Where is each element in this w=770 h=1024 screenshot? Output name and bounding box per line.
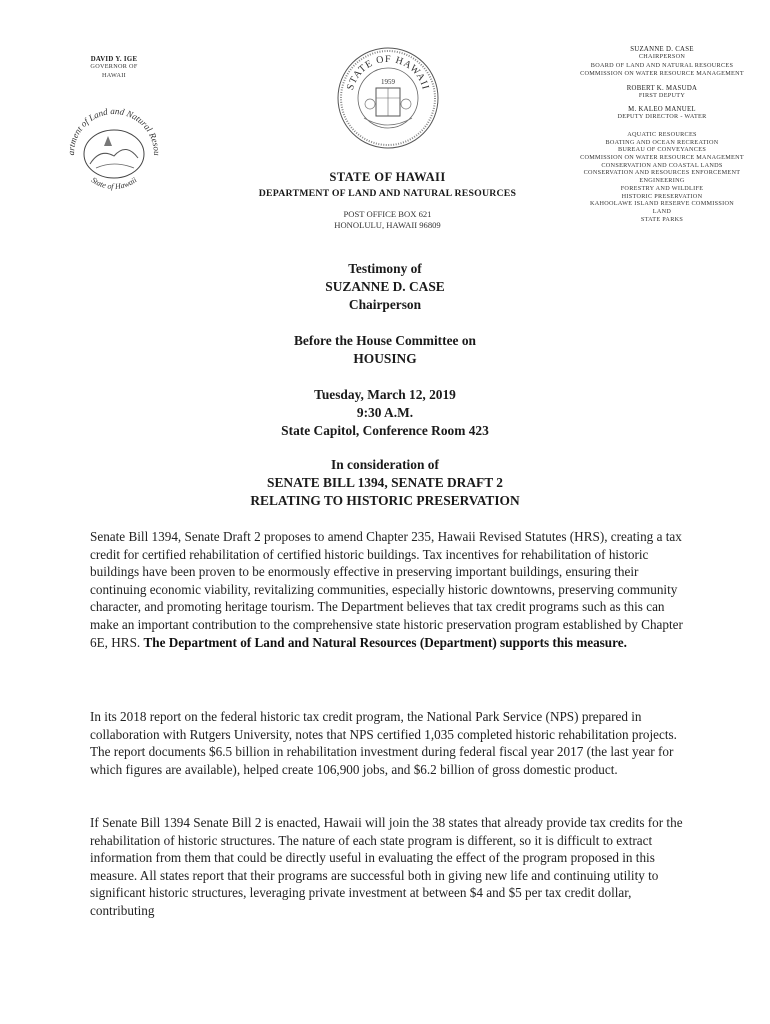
chair-title-3: COMMISSION ON WATER RESOURCE MANAGEMENT bbox=[580, 70, 744, 78]
division-item: FORESTRY AND WILDLIFE bbox=[620, 184, 704, 192]
state-seal bbox=[336, 46, 440, 150]
testimony-line-3: Chairperson bbox=[348, 297, 422, 312]
deputy-title: FIRST DEPUTY bbox=[638, 91, 686, 99]
body-paragraph-1 bbox=[90, 528, 686, 651]
mailing-address bbox=[200, 209, 575, 231]
bill-line-3: RELATING TO HISTORIC PRESERVATION bbox=[250, 493, 520, 508]
testimony-line-1: Testimony of bbox=[348, 261, 422, 276]
department-name: DEPARTMENT OF LAND AND NATURAL RESOURCES bbox=[258, 188, 517, 199]
governor-title-2: HAWAII bbox=[102, 71, 126, 79]
water-deputy-title: DEPUTY DIRECTOR - WATER bbox=[617, 113, 707, 121]
hearing-heading bbox=[160, 386, 610, 440]
testimony-heading bbox=[160, 260, 610, 314]
svg-text:Department of Land and Natural bbox=[60, 98, 162, 156]
division-item: ENGINEERING bbox=[639, 177, 685, 185]
division-item: COMMISSION ON WATER RESOURCE MANAGEMENT bbox=[580, 154, 744, 162]
paragraph-3-text: If Senate Bill 1394 Senate Bill 2 is enacted, Hawaii will join the 38 states that already provide tax credits for the rehabilitation of historic structures. The nature of each state program is different, so it is difficult to extract information from them that could be directly useful in evaluating the effect of the program proposed in this measure. All states report that their programs are successful both in giving new life and continuing utility to significant historic structures, leveraging private investment at between $4 and $5 per tax credit dollar, contributing bbox=[90, 815, 683, 918]
divisions-list bbox=[560, 131, 764, 223]
hearing-location: State Capitol, Conference Room 423 bbox=[281, 423, 489, 438]
bill-line-1: In consideration of bbox=[331, 457, 439, 472]
testimony-line-2: SUZANNE D. CASE bbox=[325, 279, 445, 294]
address-line-1: POST OFFICE BOX 621 bbox=[343, 209, 432, 219]
chair-name: SUZANNE D. CASE bbox=[630, 46, 694, 53]
paragraph-1-text: Senate Bill 1394, Senate Draft 2 proposes to amend Chapter 235, Hawaii Revised Statutes (HRS), creating a tax credit for certified rehabilitation of certified historic buildings. Tax incentives for rehabilitation of historic buildings have been proven to be enormously effective in preserving important buildings, ensuring their continuing economic viability, revitalizing communities, especially historic downtowns, preserving community character, and promoting heritage tourism. The Department believes that tax credit programs such as this can make an important contribution to the comprehensive state historic preservation program established by Chapter 6E, HRS. bbox=[90, 529, 683, 650]
governor-block bbox=[68, 56, 160, 80]
address-line-2: HONOLULU, HAWAII 96809 bbox=[334, 220, 441, 230]
chair-title-2: BOARD OF LAND AND NATURAL RESOURCES bbox=[590, 61, 734, 69]
hearing-date: Tuesday, March 12, 2019 bbox=[314, 387, 456, 402]
division-item: AQUATIC RESOURCES bbox=[627, 130, 697, 138]
deputy-name: ROBERT K. MASUDA bbox=[626, 84, 698, 92]
dlnr-seal bbox=[60, 98, 168, 206]
body-paragraph-2 bbox=[90, 708, 686, 778]
committee-line-2: HOUSING bbox=[353, 351, 417, 366]
officials-block bbox=[560, 46, 764, 229]
division-item: KAHOOLAWE ISLAND RESERVE COMMISSION bbox=[589, 200, 735, 208]
dlnr-seal-bottom-text: State of Hawaii bbox=[89, 175, 139, 192]
paragraph-1-support-statement: The Department of Land and Natural Resources (Department) supports this measure. bbox=[143, 634, 627, 650]
division-item: CONSERVATION AND COASTAL LANDS bbox=[601, 161, 723, 169]
division-item: BUREAU OF CONVEYANCES bbox=[617, 146, 707, 154]
letterhead-title bbox=[200, 170, 575, 199]
bill-heading bbox=[160, 456, 610, 510]
state-seal-year: 1959 bbox=[381, 78, 395, 86]
water-deputy-name: M. KALEO MANUEL bbox=[628, 106, 696, 114]
division-item: STATE PARKS bbox=[640, 215, 684, 223]
committee-heading bbox=[160, 332, 610, 368]
hearing-time: 9:30 A.M. bbox=[356, 405, 414, 420]
bill-line-2: SENATE BILL 1394, SENATE DRAFT 2 bbox=[267, 475, 503, 490]
state-seal-ring-text: STATE OF HAWAII bbox=[344, 53, 432, 92]
committee-line-1: Before the House Committee on bbox=[294, 333, 476, 348]
dlnr-seal-top-text: artment of Land and Natural Resou bbox=[65, 105, 163, 156]
governor-title-1: GOVERNOR OF bbox=[90, 63, 138, 70]
division-item: HISTORIC PRESERVATION bbox=[621, 192, 703, 200]
chair-title-1: CHAIRPERSON bbox=[638, 53, 686, 60]
division-item: BOATING AND OCEAN RECREATION bbox=[605, 138, 719, 146]
body-paragraph-3 bbox=[90, 814, 686, 920]
governor-name: DAVID Y. IGE bbox=[90, 56, 138, 63]
division-item: LAND bbox=[652, 208, 672, 215]
paragraph-2-text: In its 2018 report on the federal historic tax credit program, the National Park Service (NPS) prepared in collaboration with Rutgers University, notes that NPS certified 1,035 completed historic rehabilitation projects. The report documents $6.5 billion in rehabilitation investment during federal fiscal year 2017 (the last year for which figures are available), helped create 106,900 jobs, and $6.2 billion of gross domestic product. bbox=[90, 709, 677, 777]
state-name: STATE OF HAWAII bbox=[329, 170, 446, 184]
division-item: CONSERVATION AND RESOURCES ENFORCEMENT bbox=[583, 169, 741, 177]
